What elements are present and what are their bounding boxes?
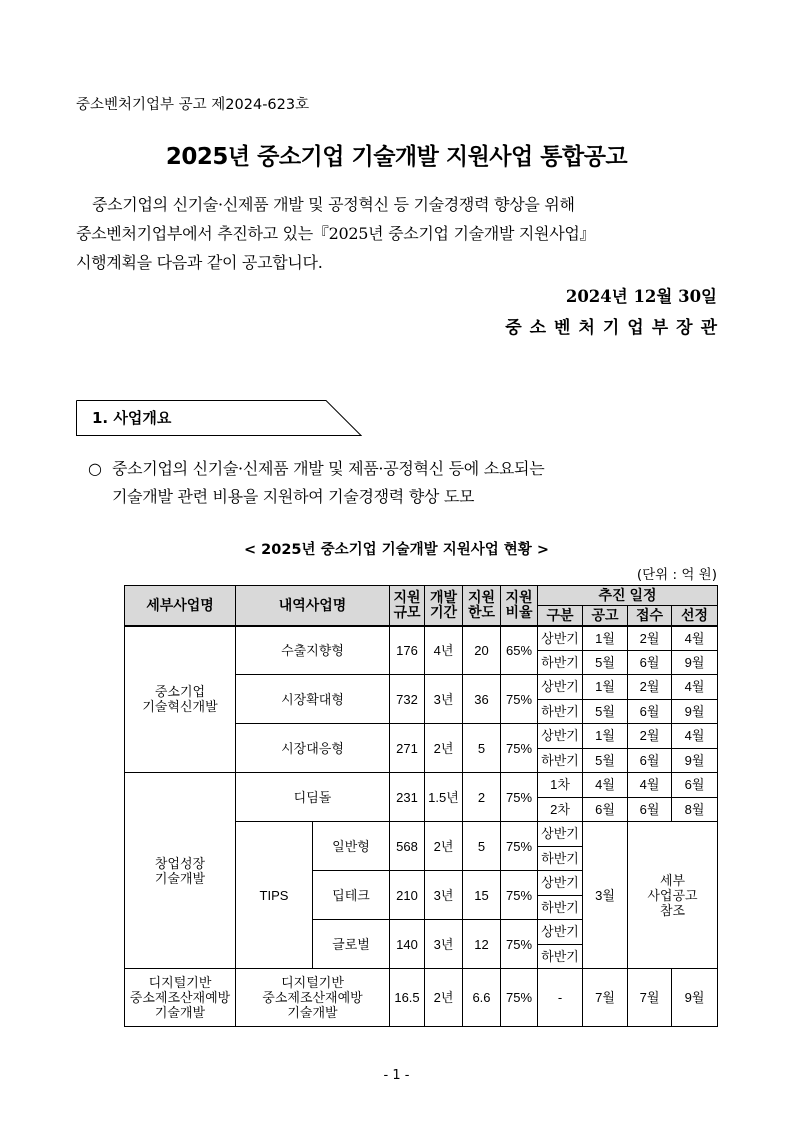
schedule-division: 상반기 [538,822,583,847]
header-limit-line: 지원 [467,589,496,606]
program-name: 글로벌 [313,920,390,969]
group-startup [125,773,236,969]
schedule-selection: 9월 [672,699,718,724]
program-limit: 5 [463,724,501,773]
tips-notice: 3월 [583,822,628,969]
program-limit: 12 [463,920,501,969]
program-scale: 140 [390,920,425,969]
group-digital [125,969,236,1027]
bullet-line: 기술개발 관련 비용을 지원하여 기술경쟁력 향상 도모 [112,487,475,506]
intro-line: 중소벤처기업부에서 추진하고 있는『2025년 중소기업 기술개발 지원사업』 [76,224,596,243]
program-scale: 176 [390,626,425,675]
schedule-receipt: 6월 [628,748,672,773]
schedule-division: 2차 [538,797,583,822]
schedule-notice: 1월 [583,724,628,749]
program-period: 2년 [425,724,463,773]
program-name: 시장확대형 [236,675,390,724]
program-period: 4년 [425,626,463,675]
program-name: 일반형 [313,822,390,871]
schedule-selection: 4월 [672,724,718,749]
schedule-notice: 6월 [583,797,628,822]
program-name [236,969,390,1027]
header-ratio [501,586,538,626]
schedule-receipt: 4월 [628,773,672,798]
program-ratio: 75% [501,969,538,1027]
header-ratio-line: 지원 [505,589,533,606]
program-scale: 210 [390,871,425,920]
schedule-division: 하반기 [538,944,583,969]
announcement-date: 2024년 12월 30일 [565,287,717,306]
program-scale: 568 [390,822,425,871]
schedule-division: 하반기 [538,748,583,773]
program-ratio: 75% [501,724,538,773]
program-ratio: 65% [501,626,538,675]
header-division: 구분 [538,606,583,626]
program-limit: 20 [463,626,501,675]
schedule-selection: 4월 [672,675,718,700]
section-heading-box [76,400,362,436]
program-scale: 231 [390,773,425,822]
bullet-circle-icon: ○ [88,459,102,478]
program-scale: 732 [390,675,425,724]
schedule-receipt: 6월 [628,797,672,822]
schedule-selection: 4월 [672,626,718,651]
program-name: 수출지향형 [236,626,390,675]
page-number: - 1 - [383,1068,410,1083]
table-row [125,969,718,1027]
tips-label: TIPS [236,822,313,969]
issuer-name: 중소벤처기업부장관 [505,318,725,338]
header-period-line: 개발 [429,589,458,606]
table-row [125,773,718,798]
header-schedule: 추진 일정 [538,586,718,606]
note-line: 세부 [659,872,686,888]
program-period: 3년 [425,920,463,969]
header-notice: 공고 [583,606,628,626]
header-limit [463,586,501,626]
program-limit: 36 [463,675,501,724]
schedule-receipt: 2월 [628,724,672,749]
intro-paragraph [76,190,718,277]
schedule-division: 상반기 [538,675,583,700]
schedule-selection: 9월 [672,748,718,773]
program-limit: 5 [463,822,501,871]
group-line: 디지털기반 [148,975,212,990]
schedule-division: 상반기 [538,871,583,896]
group-line: 기술개발 [154,870,206,886]
document-title: 2025년 중소기업 기술개발 지원사업 통합공고 [165,144,628,170]
schedule-division: 하반기 [538,846,583,871]
table-unit: (단위 : 억 원) [636,567,717,583]
group-line: 기술개발 [154,1005,206,1020]
header-sub-program: 세부사업명 [125,586,236,626]
support-program-table [124,585,718,1027]
table-row [125,626,718,651]
group-line: 기술혁신개발 [142,699,218,715]
header-detail-program: 내역사업명 [236,586,390,626]
header-limit-line: 한도 [467,604,496,621]
schedule-division: 상반기 [538,626,583,651]
program-period: 1.5년 [425,773,463,822]
group-line: 중소제조산재예방 [129,990,231,1005]
table-title: < 2025년 중소기업 기술개발 지원사업 현황 > [243,542,550,558]
program-limit: 15 [463,871,501,920]
program-ratio: 75% [501,920,538,969]
program-name-line: 기술개발 [287,1005,338,1020]
intro-line: 시행계획을 다음과 같이 공고합니다. [76,253,323,272]
program-ratio: 75% [501,675,538,724]
group-line: 중소기업 [154,684,206,700]
header-row [125,586,718,606]
note-line: 참조 [659,902,686,918]
program-limit: 2 [463,773,501,822]
schedule-selection: 9월 [672,650,718,675]
program-name-line: 중소제조산재예방 [262,990,363,1005]
program-period: 3년 [425,871,463,920]
schedule-division: 상반기 [538,724,583,749]
program-ratio: 75% [501,822,538,871]
schedule-receipt: 7월 [628,969,672,1027]
header-scale [390,586,425,626]
program-name: 디딤돌 [236,773,390,822]
program-ratio: 75% [501,871,538,920]
schedule-division: - [538,969,583,1027]
bullet-line: 중소기업의 신기술·신제품 개발 및 제품·공정혁신 등에 소요되는 [112,459,545,478]
schedule-notice: 1월 [583,675,628,700]
header-period [425,586,463,626]
schedule-notice: 5월 [583,748,628,773]
schedule-division: 상반기 [538,920,583,945]
note-line: 사업공고 [647,887,698,903]
schedule-division: 하반기 [538,895,583,920]
program-name-line: 디지털기반 [281,975,344,990]
schedule-receipt: 6월 [628,650,672,675]
schedule-selection: 8월 [672,797,718,822]
header-ratio-line: 비율 [505,604,533,621]
program-limit: 6.6 [463,969,501,1027]
program-name: 시장대응형 [236,724,390,773]
notice-number: 중소벤처기업부 공고 제2024-623호 [76,97,310,113]
schedule-notice: 5월 [583,650,628,675]
header-scale-line: 규모 [393,604,421,621]
program-period: 2년 [425,822,463,871]
header-selection: 선정 [672,606,718,626]
program-period: 3년 [425,675,463,724]
program-ratio: 75% [501,773,538,822]
program-period: 2년 [425,969,463,1027]
program-scale: 16.5 [390,969,425,1027]
section-heading: 1. 사업개요 [92,409,172,427]
header-period-line: 기간 [429,604,458,621]
schedule-receipt: 2월 [628,626,672,651]
group-line: 창업성장 [154,855,206,871]
group-innovation [125,626,236,773]
schedule-division: 1차 [538,773,583,798]
header-receipt: 접수 [628,606,672,626]
header-scale-line: 지원 [393,589,421,606]
program-scale: 271 [390,724,425,773]
schedule-division: 하반기 [538,699,583,724]
tips-see-note [628,822,718,969]
schedule-notice: 5월 [583,699,628,724]
schedule-notice: 4월 [583,773,628,798]
schedule-division: 하반기 [538,650,583,675]
schedule-selection: 9월 [672,969,718,1027]
schedule-receipt: 6월 [628,699,672,724]
schedule-notice: 1월 [583,626,628,651]
program-name: 딥테크 [313,871,390,920]
schedule-selection: 6월 [672,773,718,798]
schedule-receipt: 2월 [628,675,672,700]
intro-line: 중소기업의 신기술·신제품 개발 및 공정혁신 등 기술경쟁력 향상을 위해 [92,195,575,214]
overview-bullet [88,455,718,511]
schedule-notice: 7월 [583,969,628,1027]
